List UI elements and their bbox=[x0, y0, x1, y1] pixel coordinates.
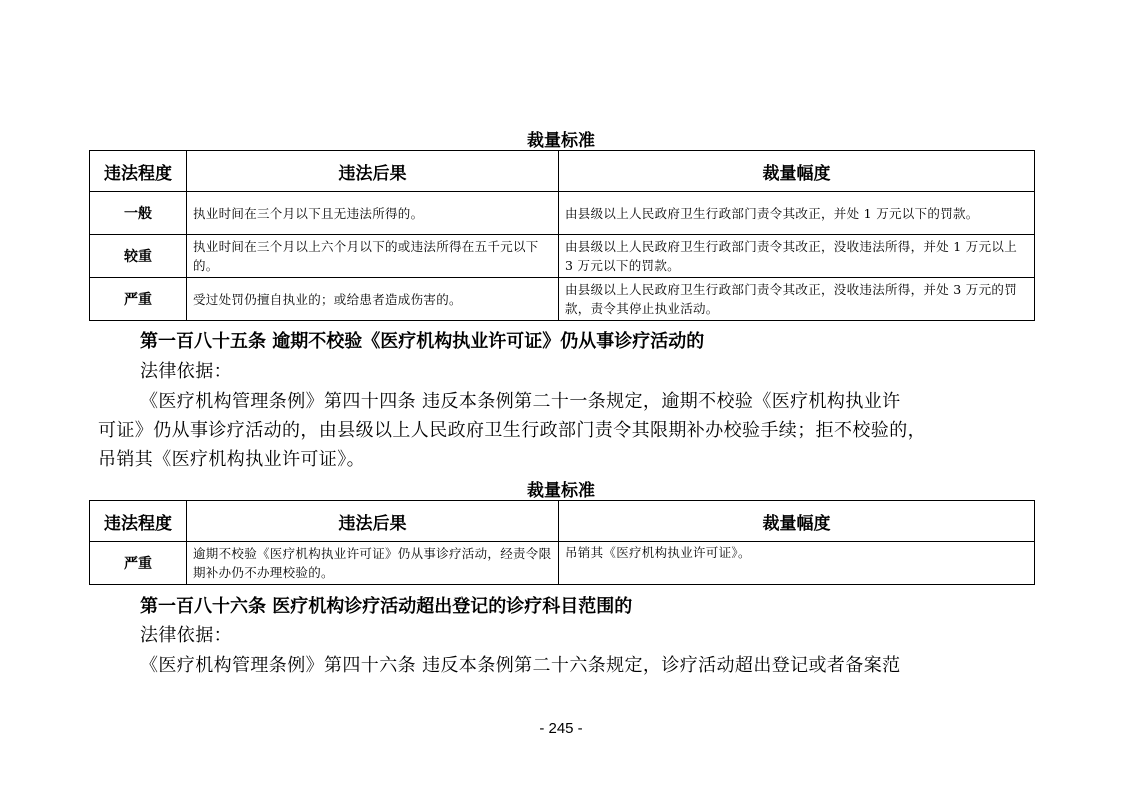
table-header-row bbox=[90, 151, 1035, 192]
range-cell: 由县级以上人民政府卫生行政部门责令其改正，没收违法所得，并处 1 万元以上 3 万元以下的罚款。 bbox=[559, 235, 1035, 278]
table1-caption: 裁量标准 bbox=[527, 131, 595, 151]
discretion-table-1 bbox=[89, 150, 1035, 321]
level-cell: 较重 bbox=[90, 235, 187, 278]
article-185-text-line: 可证》仍从事诊疗活动的，由县级以上人民政府卫生行政部门责令其限期补办校验手续；拒不校验的， bbox=[98, 420, 926, 441]
level-cell: 严重 bbox=[90, 542, 187, 585]
table2-caption: 裁量标准 bbox=[527, 481, 595, 501]
level-cell: 严重 bbox=[90, 278, 187, 321]
range-cell: 吊销其《医疗机构执业许可证》。 bbox=[559, 542, 1035, 585]
article-186-title: 第一百八十六条 医疗机构诊疗活动超出登记的诊疗科目范围的 bbox=[140, 596, 633, 617]
header-consequence: 违法后果 bbox=[187, 501, 559, 542]
header-violation-level: 违法程度 bbox=[90, 501, 187, 542]
range-cell: 由县级以上人民政府卫生行政部门责令其改正，没收违法所得，并处 3 万元的罚款，责令其停止执业活动。 bbox=[559, 278, 1035, 321]
article-185-text-line: 《医疗机构管理条例》第四十四条 违反本条例第二十一条规定，逾期不校验《医疗机构执业许 bbox=[140, 391, 901, 412]
consequence-cell: 逾期不校验《医疗机构执业许可证》仍从事诊疗活动，经责令限期补办仍不办理校验的。 bbox=[187, 542, 559, 585]
article-185-text-line: 吊销其《医疗机构执业许可证》。 bbox=[98, 449, 365, 470]
table-row bbox=[90, 192, 1035, 235]
discretion-table-2 bbox=[89, 500, 1035, 585]
table-header-row bbox=[90, 501, 1035, 542]
table-row bbox=[90, 235, 1035, 278]
header-violation-level: 违法程度 bbox=[90, 151, 187, 192]
header-discretion-range: 裁量幅度 bbox=[559, 501, 1035, 542]
level-cell: 一般 bbox=[90, 192, 187, 235]
legal-basis-label: 法律依据： bbox=[140, 625, 232, 646]
consequence-cell: 受过处罚仍擅自执业的；或给患者造成伤害的。 bbox=[187, 278, 559, 321]
table-row bbox=[90, 542, 1035, 585]
table-row bbox=[90, 278, 1035, 321]
consequence-cell: 执业时间在三个月以上六个月以下的或违法所得在五千元以下的。 bbox=[187, 235, 559, 278]
article-185-title: 第一百八十五条 逾期不校验《医疗机构执业许可证》仍从事诊疗活动的 bbox=[140, 331, 705, 352]
consequence-cell: 执业时间在三个月以下且无违法所得的。 bbox=[187, 192, 559, 235]
page-number: - 245 - bbox=[539, 720, 583, 737]
header-discretion-range: 裁量幅度 bbox=[559, 151, 1035, 192]
article-186-text-line: 《医疗机构管理条例》第四十六条 违反本条例第二十六条规定，诊疗活动超出登记或者备案范 bbox=[140, 655, 901, 676]
header-consequence: 违法后果 bbox=[187, 151, 559, 192]
legal-basis-label: 法律依据： bbox=[140, 361, 232, 382]
range-cell: 由县级以上人民政府卫生行政部门责令其改正，并处 1 万元以下的罚款。 bbox=[559, 192, 1035, 235]
